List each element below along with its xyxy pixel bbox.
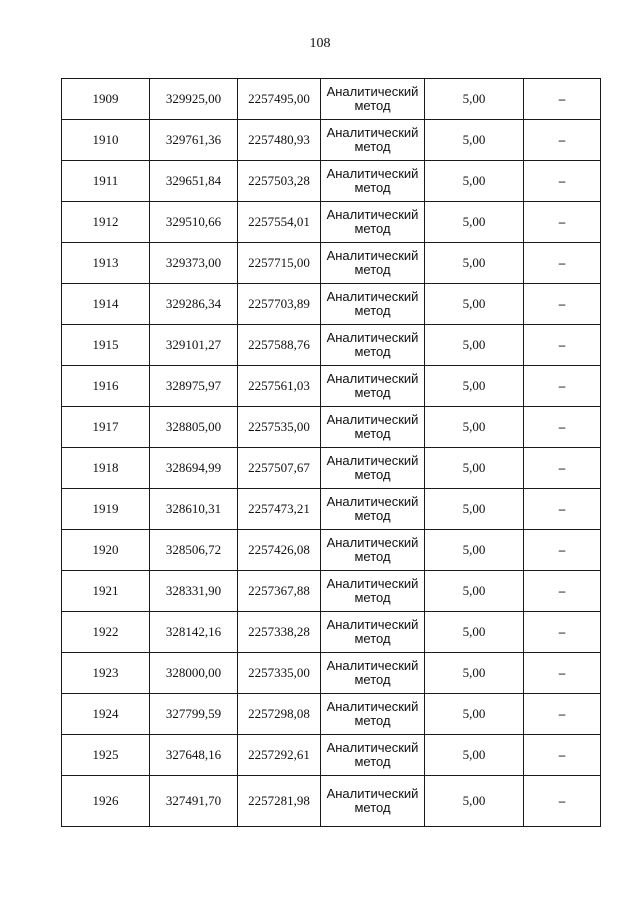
- method-line-1: Аналитический: [326, 125, 419, 140]
- coordinates-table: [61, 78, 601, 827]
- point-number-cell: 1911: [62, 161, 150, 202]
- x-coordinate-cell: 327491,70: [150, 776, 238, 827]
- y-coordinate-cell: 2257554,01: [238, 202, 321, 243]
- accuracy-cell: 5,00: [425, 284, 524, 325]
- method-cell: [321, 325, 425, 366]
- y-coordinate-cell: 2257503,28: [238, 161, 321, 202]
- accuracy-cell: 5,00: [425, 776, 524, 827]
- x-coordinate-cell: 329761,36: [150, 120, 238, 161]
- y-coordinate-cell: 2257335,00: [238, 653, 321, 694]
- accuracy-cell: 5,00: [425, 79, 524, 120]
- table-row: [62, 202, 601, 243]
- method-line-2: метод: [354, 549, 391, 564]
- x-coordinate-cell: 328142,16: [150, 612, 238, 653]
- table-row: [62, 653, 601, 694]
- point-number-cell: 1916: [62, 366, 150, 407]
- method-cell: [321, 448, 425, 489]
- table-row: [62, 530, 601, 571]
- x-coordinate-cell: 328610,31: [150, 489, 238, 530]
- method-cell: [321, 571, 425, 612]
- accuracy-cell: 5,00: [425, 366, 524, 407]
- method-cell: [321, 202, 425, 243]
- y-coordinate-cell: 2257426,08: [238, 530, 321, 571]
- method-line-2: метод: [354, 180, 391, 195]
- note-cell: –: [524, 489, 601, 530]
- y-coordinate-cell: 2257292,61: [238, 735, 321, 776]
- x-coordinate-cell: 329286,34: [150, 284, 238, 325]
- method-line-2: метод: [354, 590, 391, 605]
- method-line-2: метод: [354, 800, 391, 815]
- method-line-2: метод: [354, 344, 391, 359]
- method-cell: [321, 735, 425, 776]
- note-cell: –: [524, 735, 601, 776]
- method-cell: [321, 407, 425, 448]
- method-cell: [321, 612, 425, 653]
- table-row: [62, 735, 601, 776]
- table-row: [62, 79, 601, 120]
- point-number-cell: 1917: [62, 407, 150, 448]
- accuracy-cell: 5,00: [425, 571, 524, 612]
- point-number-cell: 1919: [62, 489, 150, 530]
- note-cell: –: [524, 571, 601, 612]
- method-cell: [321, 489, 425, 530]
- method-line-1: Аналитический: [326, 371, 419, 386]
- accuracy-cell: 5,00: [425, 530, 524, 571]
- method-line-1: Аналитический: [326, 658, 419, 673]
- accuracy-cell: 5,00: [425, 202, 524, 243]
- point-number-cell: 1921: [62, 571, 150, 612]
- point-number-cell: 1918: [62, 448, 150, 489]
- x-coordinate-cell: 329651,84: [150, 161, 238, 202]
- method-line-2: метод: [354, 385, 391, 400]
- y-coordinate-cell: 2257715,00: [238, 243, 321, 284]
- y-coordinate-cell: 2257367,88: [238, 571, 321, 612]
- method-line-1: Аналитический: [326, 84, 419, 99]
- note-cell: –: [524, 243, 601, 284]
- x-coordinate-cell: 328805,00: [150, 407, 238, 448]
- note-cell: –: [524, 530, 601, 571]
- x-coordinate-cell: 329510,66: [150, 202, 238, 243]
- point-number-cell: 1915: [62, 325, 150, 366]
- accuracy-cell: 5,00: [425, 120, 524, 161]
- accuracy-cell: 5,00: [425, 407, 524, 448]
- x-coordinate-cell: 328694,99: [150, 448, 238, 489]
- table-row: [62, 407, 601, 448]
- method-line-2: метод: [354, 631, 391, 646]
- method-line-2: метод: [354, 262, 391, 277]
- note-cell: –: [524, 694, 601, 735]
- y-coordinate-cell: 2257588,76: [238, 325, 321, 366]
- table-row: [62, 448, 601, 489]
- x-coordinate-cell: 329925,00: [150, 79, 238, 120]
- x-coordinate-cell: 328331,90: [150, 571, 238, 612]
- method-line-1: Аналитический: [326, 248, 419, 263]
- note-cell: –: [524, 161, 601, 202]
- table-row: [62, 325, 601, 366]
- method-line-1: Аналитический: [326, 699, 419, 714]
- point-number-cell: 1913: [62, 243, 150, 284]
- method-line-2: метод: [354, 467, 391, 482]
- accuracy-cell: 5,00: [425, 694, 524, 735]
- table-row: [62, 120, 601, 161]
- method-line-2: метод: [354, 426, 391, 441]
- table-row: [62, 243, 601, 284]
- method-line-2: метод: [354, 672, 391, 687]
- note-cell: –: [524, 120, 601, 161]
- method-line-1: Аналитический: [326, 535, 419, 550]
- accuracy-cell: 5,00: [425, 489, 524, 530]
- method-cell: [321, 120, 425, 161]
- table-row: [62, 571, 601, 612]
- method-cell: [321, 694, 425, 735]
- table-row: [62, 776, 601, 827]
- y-coordinate-cell: 2257507,67: [238, 448, 321, 489]
- method-line-1: Аналитический: [326, 494, 419, 509]
- point-number-cell: 1912: [62, 202, 150, 243]
- point-number-cell: 1914: [62, 284, 150, 325]
- point-number-cell: 1909: [62, 79, 150, 120]
- method-cell: [321, 243, 425, 284]
- point-number-cell: 1920: [62, 530, 150, 571]
- table-row: [62, 284, 601, 325]
- table-row: [62, 694, 601, 735]
- accuracy-cell: 5,00: [425, 243, 524, 284]
- note-cell: –: [524, 612, 601, 653]
- method-line-2: метод: [354, 139, 391, 154]
- note-cell: –: [524, 79, 601, 120]
- method-line-1: Аналитический: [326, 453, 419, 468]
- point-number-cell: 1925: [62, 735, 150, 776]
- point-number-cell: 1924: [62, 694, 150, 735]
- method-line-2: метод: [354, 303, 391, 318]
- x-coordinate-cell: 328975,97: [150, 366, 238, 407]
- method-line-2: метод: [354, 713, 391, 728]
- method-cell: [321, 653, 425, 694]
- x-coordinate-cell: 329101,27: [150, 325, 238, 366]
- y-coordinate-cell: 2257480,93: [238, 120, 321, 161]
- accuracy-cell: 5,00: [425, 325, 524, 366]
- point-number-cell: 1926: [62, 776, 150, 827]
- table-row: [62, 612, 601, 653]
- y-coordinate-cell: 2257495,00: [238, 79, 321, 120]
- method-line-1: Аналитический: [326, 740, 419, 755]
- x-coordinate-cell: 328000,00: [150, 653, 238, 694]
- accuracy-cell: 5,00: [425, 161, 524, 202]
- method-cell: [321, 79, 425, 120]
- accuracy-cell: 5,00: [425, 735, 524, 776]
- x-coordinate-cell: 328506,72: [150, 530, 238, 571]
- table-row: [62, 366, 601, 407]
- y-coordinate-cell: 2257338,28: [238, 612, 321, 653]
- note-cell: –: [524, 407, 601, 448]
- y-coordinate-cell: 2257298,08: [238, 694, 321, 735]
- note-cell: –: [524, 653, 601, 694]
- y-coordinate-cell: 2257561,03: [238, 366, 321, 407]
- y-coordinate-cell: 2257281,98: [238, 776, 321, 827]
- x-coordinate-cell: 327799,59: [150, 694, 238, 735]
- note-cell: –: [524, 284, 601, 325]
- x-coordinate-cell: 329373,00: [150, 243, 238, 284]
- page-number: 108: [309, 36, 331, 51]
- method-line-1: Аналитический: [326, 166, 419, 181]
- note-cell: –: [524, 448, 601, 489]
- accuracy-cell: 5,00: [425, 612, 524, 653]
- method-line-2: метод: [354, 508, 391, 523]
- method-line-1: Аналитический: [326, 786, 419, 801]
- method-line-1: Аналитический: [326, 330, 419, 345]
- method-line-1: Аналитический: [326, 617, 419, 632]
- table-row: [62, 161, 601, 202]
- method-line-1: Аналитический: [326, 289, 419, 304]
- note-cell: –: [524, 202, 601, 243]
- point-number-cell: 1922: [62, 612, 150, 653]
- x-coordinate-cell: 327648,16: [150, 735, 238, 776]
- method-line-1: Аналитический: [326, 412, 419, 427]
- note-cell: –: [524, 776, 601, 827]
- y-coordinate-cell: 2257473,21: [238, 489, 321, 530]
- method-line-2: метод: [354, 221, 391, 236]
- method-line-2: метод: [354, 98, 391, 113]
- method-cell: [321, 284, 425, 325]
- method-line-1: Аналитический: [326, 207, 419, 222]
- method-cell: [321, 161, 425, 202]
- method-cell: [321, 530, 425, 571]
- point-number-cell: 1923: [62, 653, 150, 694]
- method-line-2: метод: [354, 754, 391, 769]
- point-number-cell: 1910: [62, 120, 150, 161]
- method-cell: [321, 366, 425, 407]
- method-cell: [321, 776, 425, 827]
- coordinates-table-body: [62, 79, 601, 827]
- table-row: [62, 489, 601, 530]
- note-cell: –: [524, 325, 601, 366]
- accuracy-cell: 5,00: [425, 448, 524, 489]
- note-cell: –: [524, 366, 601, 407]
- method-line-1: Аналитический: [326, 576, 419, 591]
- accuracy-cell: 5,00: [425, 653, 524, 694]
- y-coordinate-cell: 2257535,00: [238, 407, 321, 448]
- y-coordinate-cell: 2257703,89: [238, 284, 321, 325]
